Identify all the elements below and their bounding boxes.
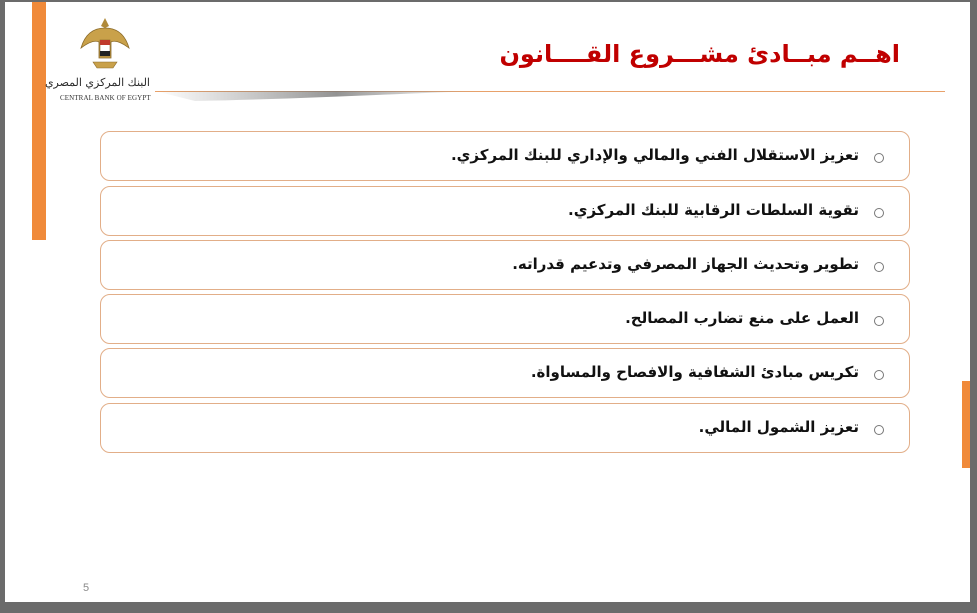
header-swoosh: [155, 91, 485, 101]
list-item-text: تعزيز الشمول المالي.: [698, 418, 859, 436]
slide: [5, 2, 970, 602]
bullet-icon: [874, 208, 884, 218]
page-number: 5: [83, 582, 90, 594]
list-item: [100, 131, 910, 181]
slide-title: اهــم مبــادئ مشـــروع القــــانون: [499, 40, 900, 68]
list-item-text: تعزيز الاستقلال الفني والمالي والإداري للبنك المركزي.: [450, 146, 859, 164]
list-item-text: تطوير وتحديث الجهاز المصرفي وتدعيم قدراته.: [512, 255, 859, 273]
eagle-emblem-icon: [75, 14, 135, 74]
bullet-icon: [874, 316, 884, 326]
bullet-icon: [874, 153, 884, 163]
bullet-icon: [874, 370, 884, 380]
bullet-icon: [874, 262, 884, 272]
list-item: [100, 186, 910, 236]
list-item-text: تقوية السلطات الرقابية للبنك المركزي.: [568, 201, 859, 219]
list-item: [100, 348, 910, 398]
list-item-text: تكريس مبادئ الشفافية والافصاح والمساواة.: [530, 363, 859, 381]
accent-bar-right: [962, 381, 970, 468]
central-bank-logo: [44, 14, 151, 109]
list-item: [100, 240, 910, 290]
list-item-text: العمل على منع تضارب المصالح.: [625, 309, 859, 327]
accent-bar-left: [32, 2, 46, 240]
list-item: [100, 294, 910, 344]
list-item: [100, 403, 910, 453]
bullet-icon: [874, 425, 884, 435]
logo-english-text: CENTRAL BANK OF EGYPT: [60, 94, 151, 102]
logo-arabic-text: البنك المركزي المصري: [44, 76, 150, 89]
